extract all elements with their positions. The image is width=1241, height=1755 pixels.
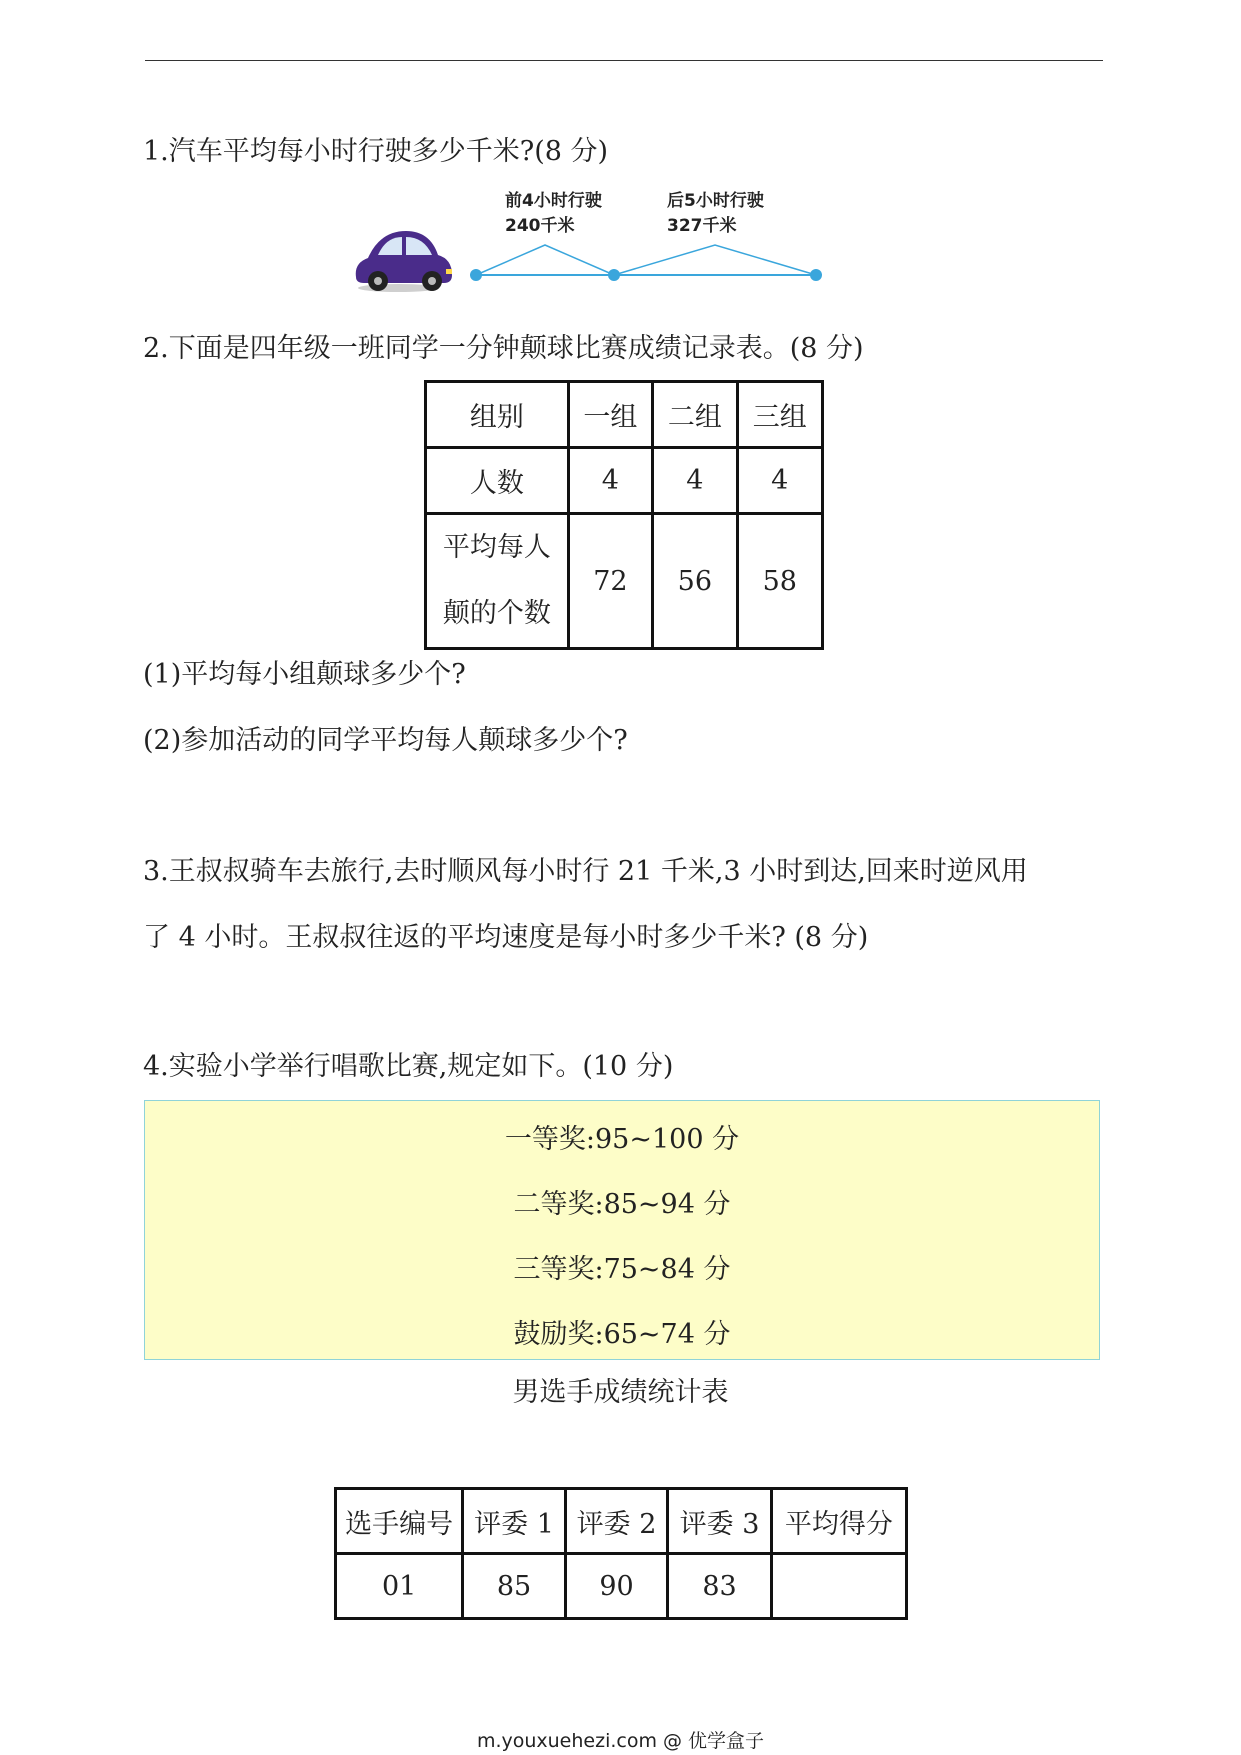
question-2-sub-2: (2)参加活动的同学平均每人颠球多少个? — [143, 725, 628, 756]
question-1: 1.汽车平均每小时行驶多少千米?(8 分) — [143, 136, 609, 167]
header-cell: 一组 — [568, 382, 652, 448]
table-cell: 4 — [568, 448, 652, 514]
table-cell — [426, 514, 569, 649]
table-cell: 85 — [463, 1554, 566, 1619]
table-cell: 4 — [653, 448, 737, 514]
table-cell: 90 — [565, 1554, 668, 1619]
row-label-line: 颠的个数 — [442, 598, 551, 629]
table-row — [426, 448, 823, 514]
table-cell: 人数 — [426, 448, 569, 514]
table-row — [336, 1489, 907, 1554]
table-cell: 01 — [336, 1554, 463, 1619]
car-icon — [356, 231, 452, 292]
footer-watermark: m.youxuehezi.com @ 优学盒子 — [476, 1730, 765, 1752]
header-cell: 评委 1 — [463, 1489, 566, 1554]
table-cell: 58 — [737, 514, 822, 649]
middle-point — [608, 269, 620, 281]
segment-2-distance: 327千米 — [667, 216, 737, 236]
header-cell: 二组 — [653, 382, 737, 448]
question-2: 2.下面是四年级一班同学一分钟颠球比赛成绩记录表。(8 分) — [143, 333, 864, 364]
kick-ball-table — [424, 380, 824, 650]
start-point — [470, 269, 482, 281]
prize-third: 三等奖:75~84 分 — [513, 1254, 731, 1285]
prize-second: 二等奖:85~94 分 — [513, 1189, 731, 1220]
end-point — [810, 269, 822, 281]
segment-2-time: 后5小时行驶 — [667, 191, 764, 211]
table-cell: 83 — [668, 1554, 771, 1619]
question-4: 4.实验小学举行唱歌比赛,规定如下。(10 分) — [143, 1051, 674, 1082]
header-cell: 组别 — [426, 382, 569, 448]
table-row — [426, 514, 823, 649]
header-cell: 选手编号 — [336, 1489, 463, 1554]
table-title: 男选手成绩统计表 — [512, 1377, 729, 1408]
prize-encouragement: 鼓励奖:65~74 分 — [513, 1319, 731, 1350]
table-cell: 4 — [737, 448, 822, 514]
scores-table — [334, 1487, 908, 1620]
top-rule — [145, 60, 1103, 61]
prize-first: 一等奖:95~100 分 — [504, 1124, 740, 1155]
segment-1-distance: 240千米 — [505, 216, 575, 236]
journey-diagram — [350, 225, 830, 295]
segment-1-time: 前4小时行驶 — [505, 191, 602, 211]
question-3-line-2: 了 4 小时。王叔叔往返的平均速度是每小时多少千米? (8 分) — [143, 922, 869, 953]
header-cell: 平均得分 — [771, 1489, 906, 1554]
question-3-line-1: 3.王叔叔骑车去旅行,去时顺风每小时行 21 千米,3 小时到达,回来时逆风用 — [143, 856, 1028, 887]
table-cell: 56 — [653, 514, 737, 649]
row-label-line: 平均每人 — [442, 532, 551, 563]
prize-rules-box — [144, 1100, 1100, 1360]
header-cell: 评委 3 — [668, 1489, 771, 1554]
header-cell: 三组 — [737, 382, 822, 448]
segment-2-bracket — [614, 245, 816, 275]
question-2-sub-1: (1)平均每小组颠球多少个? — [143, 659, 466, 690]
average-score-cell — [771, 1554, 906, 1619]
table-row — [426, 382, 823, 448]
header-cell: 评委 2 — [565, 1489, 668, 1554]
segment-1-bracket — [476, 245, 614, 275]
table-cell: 72 — [568, 514, 652, 649]
table-row — [336, 1554, 907, 1619]
